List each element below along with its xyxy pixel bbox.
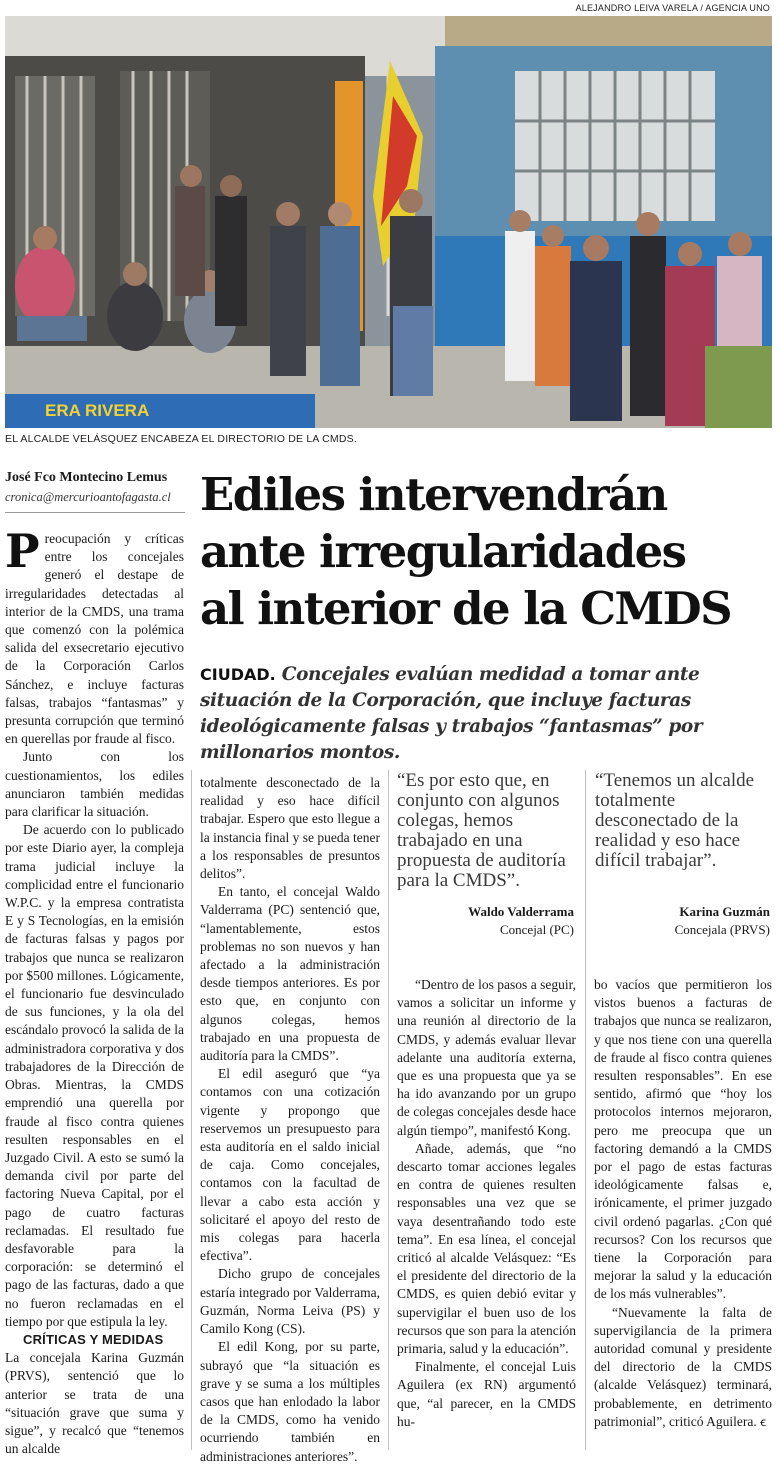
column-rule — [585, 770, 586, 1450]
col3-p1: “Dentro de los pasos a seguir, vamos a solicitar un informe y una reunión al directorio de la CMDS, y además evaluar llevar adelante una auditoría externa, que es una propuesta que ya se ha ido avanzando por un grupo de colegas concejales desde hace algún tiempo”, manifestó Kong. — [397, 977, 576, 1138]
headline-line-2: ante irregularidades — [200, 525, 686, 578]
col3-p3: Finalmente, el concejal Luis Aguilera (ex RN) argumentó que, “al parecer, en la CMDS hu- — [397, 1359, 576, 1429]
sign-text: ERA RIVERA — [45, 401, 150, 420]
deck — [200, 662, 772, 766]
col2-p4: Dicho grupo de concejales estaría integrado por Valderrama, Guzmán, Norma Leiva (PS) y Camilo Kong (CS). — [200, 1266, 380, 1337]
col1-p3: De acuerdo con lo publicado por este Diario ayer, la compleja trama judicial incluye la complicidad entre el funcionario W.P.C. y la empresa contratista E y S Tecnologías, en la emisión de facturas falsas y pagos por trabajos que nunca se realizaron por $500 millones. Lógicamente, el funcionario fue desvinculado de sus funciones, y la ola del escándalo provocó la salida de la administradora corporativa y dos trabajadores de la Dirección de Obras. Mientras, la CMDS emprendió una querella por fraude al fisco contra quienes resulten responsables en el Juzgado Civil. A esto se sumó la demanda civil por parte del factoring Nueva Capital, por el pago de cuatro facturas reclamadas. El resultado fue desfavorable para la corporación: se determinó el pago de las facturas, dado a que no fueron reclamadas en el tiempo por que estipula la ley. — [5, 822, 184, 1329]
headline-line-3: al interior de la CMDS — [200, 582, 731, 635]
column-rule — [191, 770, 192, 1450]
col2-p1: totalmente desconectado de la realidad y eso hace difícil trabajar. Espero que esto llegue a la instancia final y se pueda tener a los responsables de presuntos delitos”. — [200, 775, 380, 882]
col1-p2: Junto con los cuestionamientos, los ediles anunciaron también medidas para clarificar la situación. — [5, 749, 184, 820]
deck-text: Concejales evalúan medidad a tomar ante situación de la Corporación, que incluye facturas ideológicamente falsas y trabajos “fantasmas” por millonarios montos. — [200, 664, 703, 763]
section-label: CIUDAD. — [200, 665, 276, 684]
subhead-criticas: CRÍTICAS Y MEDIDAS — [23, 1331, 164, 1347]
col2-p2: En tanto, el concejal Waldo Valderrama (PC) sentenció que, “lamentablemente, estos problemas no son nuevos y han afectado a la administración desde tiempos anteriores. Es por esto que, en conjunto con algunos colegas, hemos trabajado en una propuesta de auditoría para la CMDS”. — [200, 884, 380, 1064]
article-column-1 — [5, 524, 184, 1458]
col1-p4: La concejala Karina Guzmán (PRVS), sentenció que lo anterior se trata de una “situación grave que suma y sigue”, y recalcó que “tenemos un alcalde — [5, 1350, 184, 1457]
col4-p1: bo vacíos que permitieron los vistos buenos a facturas de trabajos que nunca se realizaron, y que nos tiene con una querella de fraude al fisco contra quienes resulten responsables”. En ese sentido, afirmó que “hoy los protocolos internos mejoraron, pero me preocupa que un factoring demandó a la CMDS por el pago de estas facturas ideológicamente falsas e, irónicamente, el primer juzgado civil ordenó pagarlas. ¿Con qué recursos? Con los recursos que tiene la Corporación para mejorar la salud y la educación de los más vulnerables”. — [594, 977, 772, 1302]
byline-rule — [5, 512, 185, 513]
col1-p1: reocupación y críticas entre los concejales generó el destape de irregularidades detectadas al interior de la CMDS, una trama que comenzó con la polémica salida del exsecretario ejecutivo de la Corporación Carlos Sánchez, e incluye facturas falsas, trabajos “fantasmas” y presunta corrupción que terminó en querellas por fraude al fisco. — [5, 531, 184, 747]
column-rule — [388, 770, 389, 1450]
news-photo — [5, 16, 772, 428]
quote-2-role: Concejala (PRVS) — [674, 922, 770, 937]
lead-paragraph — [5, 524, 184, 748]
col2-p5: El edil Kong, por su parte, subrayó que “la situación es grave y se suma a los múltiples casos que han enlodado la labor de la CMDS, como ha venido ocurriendo también en administraciones anteriores”. — [200, 1339, 380, 1464]
headline-line-1: Ediles intervendrán — [200, 468, 667, 521]
quote-1-name: Waldo Valderrama — [468, 904, 574, 919]
headline — [200, 466, 772, 637]
col4-p2-text: “Nuevamente la falta de supervigilancia de la primera autoridad comunal y presidente del directorio de la CMDS (alcalde Velásquez) terminará, probablemente, en detrimento patrimonial”, criticó Aguilera. — [594, 1304, 772, 1429]
pull-quote-2: “Tenemos un alcalde totalmente desconectado de la realidad y eso hace difícil trabajar”. — [595, 770, 755, 871]
article-column-2 — [200, 774, 380, 1466]
col3-p2: Añade, además, que “no descarto tomar acciones legales en contra de quienes resulten responsables una vez que se vaya desentrañando todo este tema”. En esa línea, el concejal criticó al alcalde Velásquez: “Es el presidente del directorio de la CMDS, es quien debió evitar y supervigilar el buen uso de los recursos que son para la atención primaria, salud y la educación”. — [397, 1140, 576, 1357]
pull-quote-1: “Es por esto que, en conjunto con algunos colegas, hemos trabajado en una propuesta de auditoría para la CMDS”. — [397, 770, 566, 891]
article-column-3 — [397, 976, 576, 1431]
author-email: cronica@mercurioantofagasta.cl — [5, 490, 171, 504]
photo-illustration — [5, 16, 772, 428]
col2-p3: El edil aseguró que “ya contamos con una cotización vigente y propongo que reservemos un presupuesto para esta auditoría en el saldo inicial de caja. Como concejales, contamos con la facultad de llevar a cabo esta acción y solicitaré el apoyo del resto de mis colegas para hacerla efectiva”. — [200, 1066, 380, 1264]
col4-p2 — [594, 1304, 772, 1431]
author-name: José Fco Montecino Lemus — [5, 470, 168, 485]
photo-credit: ALEJANDRO LEIVA VARELA / AGENCIA UNO — [575, 3, 770, 13]
quote-2-name: Karina Guzmán — [679, 904, 770, 919]
photo-caption: EL ALCALDE VELÁSQUEZ ENCABEZA EL DIRECTORIO DE LA CMDS. — [5, 433, 357, 445]
quote-1-role: Concejal (PC) — [499, 922, 574, 937]
end-mark-icon: ꞓ — [760, 1414, 766, 1429]
drop-cap: P — [5, 524, 40, 578]
article-column-4 — [594, 976, 772, 1431]
